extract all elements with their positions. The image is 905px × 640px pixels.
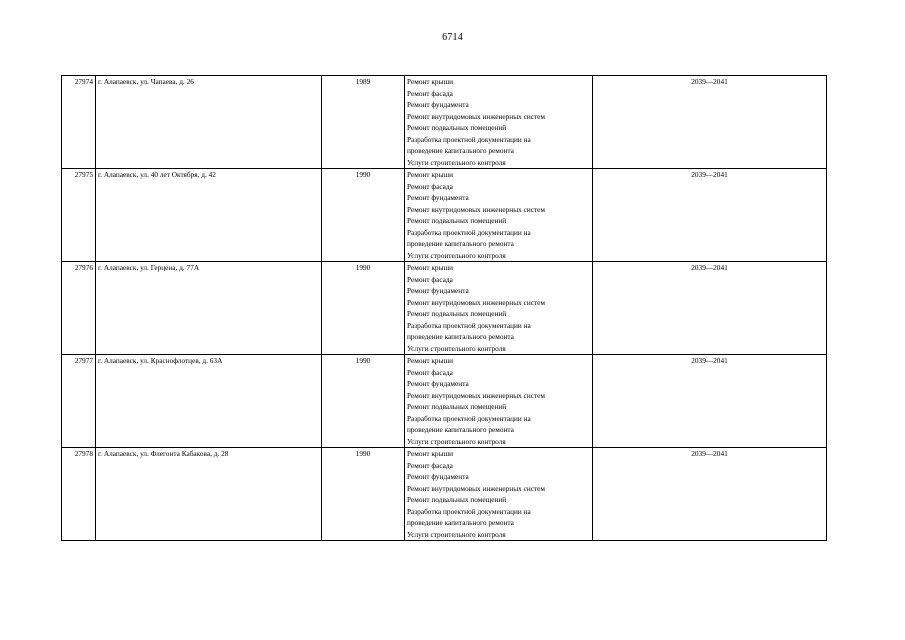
- table-row: [62, 355, 827, 448]
- repair-work-item: Ремонт фасада: [407, 88, 453, 98]
- repair-work-item: Ремонт внутридомовых инженерных систем: [407, 297, 546, 307]
- repair-work-item: Разработка проектной документации на: [407, 506, 531, 516]
- repair-work-item: Ремонт крыши: [407, 356, 454, 365]
- repair-work-item: Ремонт крыши: [407, 170, 454, 179]
- repair-work-item: Ремонт внутридомовых инженерных систем: [407, 111, 546, 121]
- repair-work-item: Ремонт подвальных помещений: [407, 495, 507, 504]
- repair-work-item: Ремонт подвальных помещений: [407, 123, 507, 132]
- building-address: г. Алапаевск, ул. 40 лет Октября, д. 42: [96, 169, 322, 262]
- repair-work-item: Разработка проектной документации на: [407, 413, 531, 423]
- table-row: [62, 76, 827, 169]
- build-year: 1990: [322, 355, 405, 448]
- repair-work-item: Ремонт крыши: [407, 77, 454, 86]
- repair-work-item: Ремонт фасада: [407, 460, 453, 470]
- building-address: г. Алапаевск, ул. Краснофлотцев, д. 63А: [96, 355, 322, 448]
- repair-work-item: Ремонт внутридомовых инженерных систем: [407, 390, 546, 400]
- repair-work-item: Ремонт крыши: [407, 263, 454, 272]
- repair-period: 2039—2041: [593, 169, 827, 262]
- repair-work-item: Ремонт фундамента: [407, 193, 469, 202]
- repair-period: 2039—2041: [593, 262, 827, 355]
- repair-work-item: Ремонт внутридомовых инженерных систем: [407, 204, 546, 214]
- repair-works-list: [405, 262, 593, 355]
- repair-work-item: Услуги строительного контроля: [407, 436, 506, 446]
- repair-work-item: Ремонт фундамента: [407, 379, 469, 388]
- row-number: 27976: [62, 262, 96, 355]
- repair-period: 2039—2041: [593, 448, 827, 541]
- repair-work-item: Ремонт фундамента: [407, 472, 469, 481]
- building-address: г. Алапаевск, ул. Флегонта Кабакова, д. 28: [96, 448, 322, 541]
- row-number: 27978: [62, 448, 96, 541]
- table-row: [62, 262, 827, 355]
- repair-work-item: Разработка проектной документации на: [407, 320, 531, 330]
- repair-schedule-table: [61, 75, 827, 541]
- repair-work-item: Ремонт фасада: [407, 367, 453, 377]
- building-address: г. Алапаевск, ул. Герцена, д. 77А: [96, 262, 322, 355]
- repair-work-item: Ремонт фасада: [407, 181, 453, 191]
- repair-works-list: [405, 76, 593, 169]
- repair-work-item: Услуги строительного контроля: [407, 157, 506, 167]
- repair-work-item: Услуги строительного контроля: [407, 529, 506, 539]
- build-year: 1990: [322, 448, 405, 541]
- repair-period: 2039—2041: [593, 76, 827, 169]
- build-year: 1990: [322, 169, 405, 262]
- repair-work-item: проведение капитального ремонта: [407, 146, 514, 155]
- repair-work-item: Ремонт фасада: [407, 274, 453, 284]
- repair-work-item: проведение капитального ремонта: [407, 239, 514, 248]
- repair-work-item: Разработка проектной документации на: [407, 227, 531, 237]
- page-number: 6714: [442, 32, 463, 43]
- repair-work-item: Ремонт подвальных помещений: [407, 309, 507, 318]
- build-year: 1990: [322, 262, 405, 355]
- repair-work-item: проведение капитального ремонта: [407, 518, 514, 527]
- repair-work-item: Ремонт фундамента: [407, 100, 469, 109]
- repair-work-item: Услуги строительного контроля: [407, 343, 506, 353]
- repair-works-list: [405, 355, 593, 448]
- row-number: 27974: [62, 76, 96, 169]
- repair-works-list: [405, 448, 593, 541]
- repair-work-item: Ремонт подвальных помещений: [407, 216, 507, 225]
- repair-work-item: Ремонт подвальных помещений: [407, 402, 507, 411]
- building-address: г. Алапаевск, ул. Чапаева, д. 26: [96, 76, 322, 169]
- table-row: [62, 169, 827, 262]
- build-year: 1989: [322, 76, 405, 169]
- repair-work-item: Ремонт крыши: [407, 449, 454, 458]
- table-row: [62, 448, 827, 541]
- repair-work-item: Услуги строительного контроля: [407, 250, 506, 260]
- repair-work-item: Разработка проектной документации на: [407, 134, 531, 144]
- repair-period: 2039—2041: [593, 355, 827, 448]
- repair-work-item: Ремонт внутридомовых инженерных систем: [407, 483, 546, 493]
- repair-work-item: проведение капитального ремонта: [407, 332, 514, 341]
- repair-work-item: Ремонт фундамента: [407, 286, 469, 295]
- repair-works-list: [405, 169, 593, 262]
- row-number: 27975: [62, 169, 96, 262]
- row-number: 27977: [62, 355, 96, 448]
- repair-work-item: проведение капитального ремонта: [407, 425, 514, 434]
